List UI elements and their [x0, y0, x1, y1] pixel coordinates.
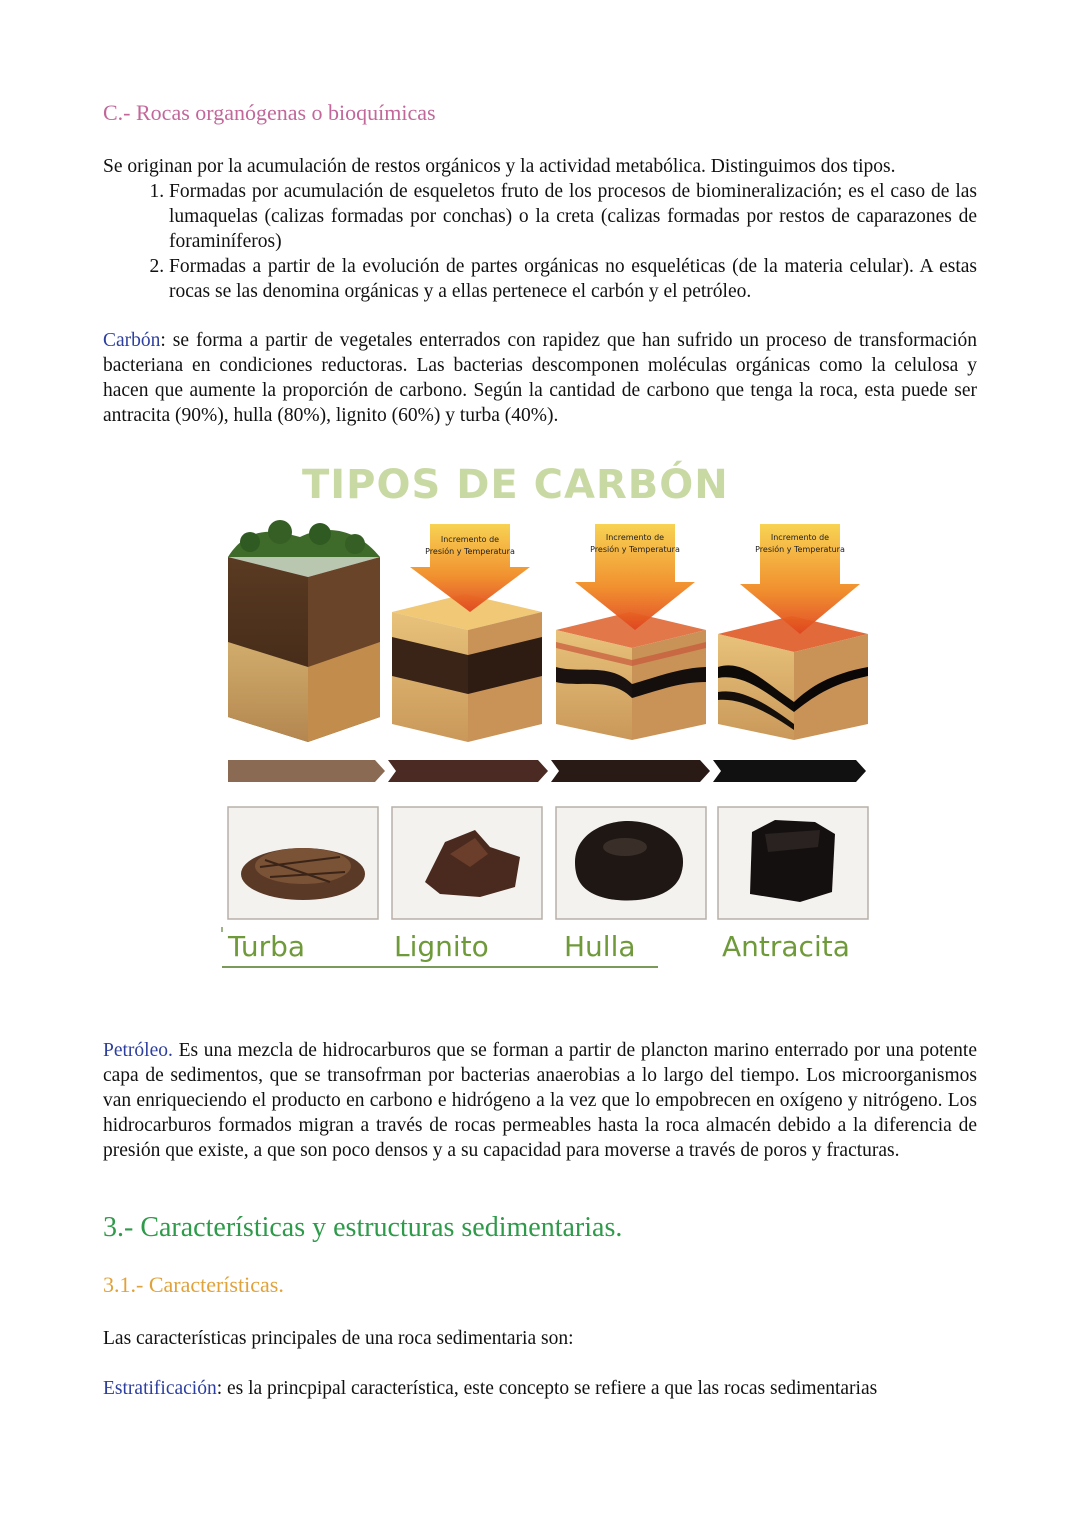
hulla-sample [556, 807, 706, 919]
label-underline [222, 966, 658, 968]
section-3-1-heading: 3.1.- Características. [103, 1272, 284, 1297]
estratificacion-term: Estratificación [103, 1378, 217, 1399]
label-turba: Turba [228, 930, 306, 963]
hulla-block [556, 524, 706, 740]
petroleo-paragraph [103, 1038, 977, 1163]
figure-title: TIPOS DE CARBÓN [302, 462, 729, 508]
arrow-caption: Incremento de [440, 535, 500, 544]
label-antracita: Antracita [722, 930, 850, 963]
estratificacion-paragraph [103, 1376, 977, 1401]
coal-types-figure [220, 462, 870, 972]
list-item: 1. Formadas por acumulación de esqueletos fruto de los procesos de biomineralización; es el caso de las lumaquelas (calizas formadas por conchas) o la creta (calizas formadas por restos de caparazones de foraminíferos) [169, 179, 977, 254]
arrow-caption: Presión y Temperatura [590, 545, 680, 554]
organic-rock-list [103, 179, 977, 304]
progression-arrows [228, 760, 866, 782]
turba-sample [228, 807, 378, 919]
arrow-caption: Incremento de [605, 533, 665, 542]
label-hulla: Hulla [564, 930, 636, 963]
section-3-heading: 3.- Características y estructuras sedimentarias. [103, 1212, 623, 1243]
carbon-paragraph [103, 328, 977, 428]
estratificacion-text: : es la princpipal característica, este concepto se refiere a que las rocas sedimentarias [216, 1378, 878, 1399]
carbon-text: : se forma a partir de vegetales enterrados con rapidez que han sufrido un proceso de transformación bacteriana en condiciones reductoras. Las bacterias descomponen moléculas orgánicas como la celulosa y hacen que aumente la proporción de carbono. Según la cantidad de carbono que tenga la roca, esta puede ser antracita (90%), hulla (80%), lignito (60%) y turba (40%). [103, 330, 977, 426]
turba-block [228, 520, 380, 742]
section-c [103, 100, 977, 428]
label-lignito: Lignito [394, 930, 489, 963]
characteristics-intro-text: Las características principales de una roca sedimentaria son: [103, 1328, 574, 1349]
petroleo-text: Es una mezcla de hidrocarburos que se forman a partir de plancton marino enterrado por una potente capa de sedimentos, que se transofrman por bacterias anaerobias a lo largo del tiempo. Los microorganismos van enriqueciendo el producto en carbono e hidrógeno a la vez que lo empobrecen en oxígeno y nitrógeno. Los hidrocarburos formados migran a través de rocas permeables hasta la roca almacén debido a la diferencia de presión que existe, a que son poco densos y a su capacidad para moverse a través de poros y fracturas. [103, 1040, 977, 1161]
lignito-block [392, 524, 542, 742]
antracita-block [718, 524, 868, 740]
lignito-sample [392, 807, 542, 919]
coal-formation-illustration [220, 462, 870, 932]
list-item: 2. Formadas a partir de la evolución de partes orgánicas no esqueléticas (de la materia celular). A estas rocas se las denomina orgánicas y a ellas pertenece el carbón y el petróleo. [169, 254, 977, 304]
section-c-heading: C.- Rocas organógenas o bioquímicas [103, 100, 436, 125]
petroleo-term: Petróleo. [103, 1040, 173, 1061]
carbon-term: Carbón [103, 330, 161, 351]
characteristics-intro [103, 1326, 977, 1351]
antracita-sample [718, 807, 868, 919]
arrow-caption: Presión y Temperatura [755, 545, 845, 554]
section-c-intro: Se originan por la acumulación de restos orgánicos y la actividad metabólica. Distinguimos dos tipos. [103, 156, 896, 177]
arrow-caption: Presión y Temperatura [425, 547, 515, 556]
estratificacion-section [103, 1376, 977, 1401]
petroleo-section [103, 1038, 977, 1163]
arrow-caption: Incremento de [770, 533, 830, 542]
